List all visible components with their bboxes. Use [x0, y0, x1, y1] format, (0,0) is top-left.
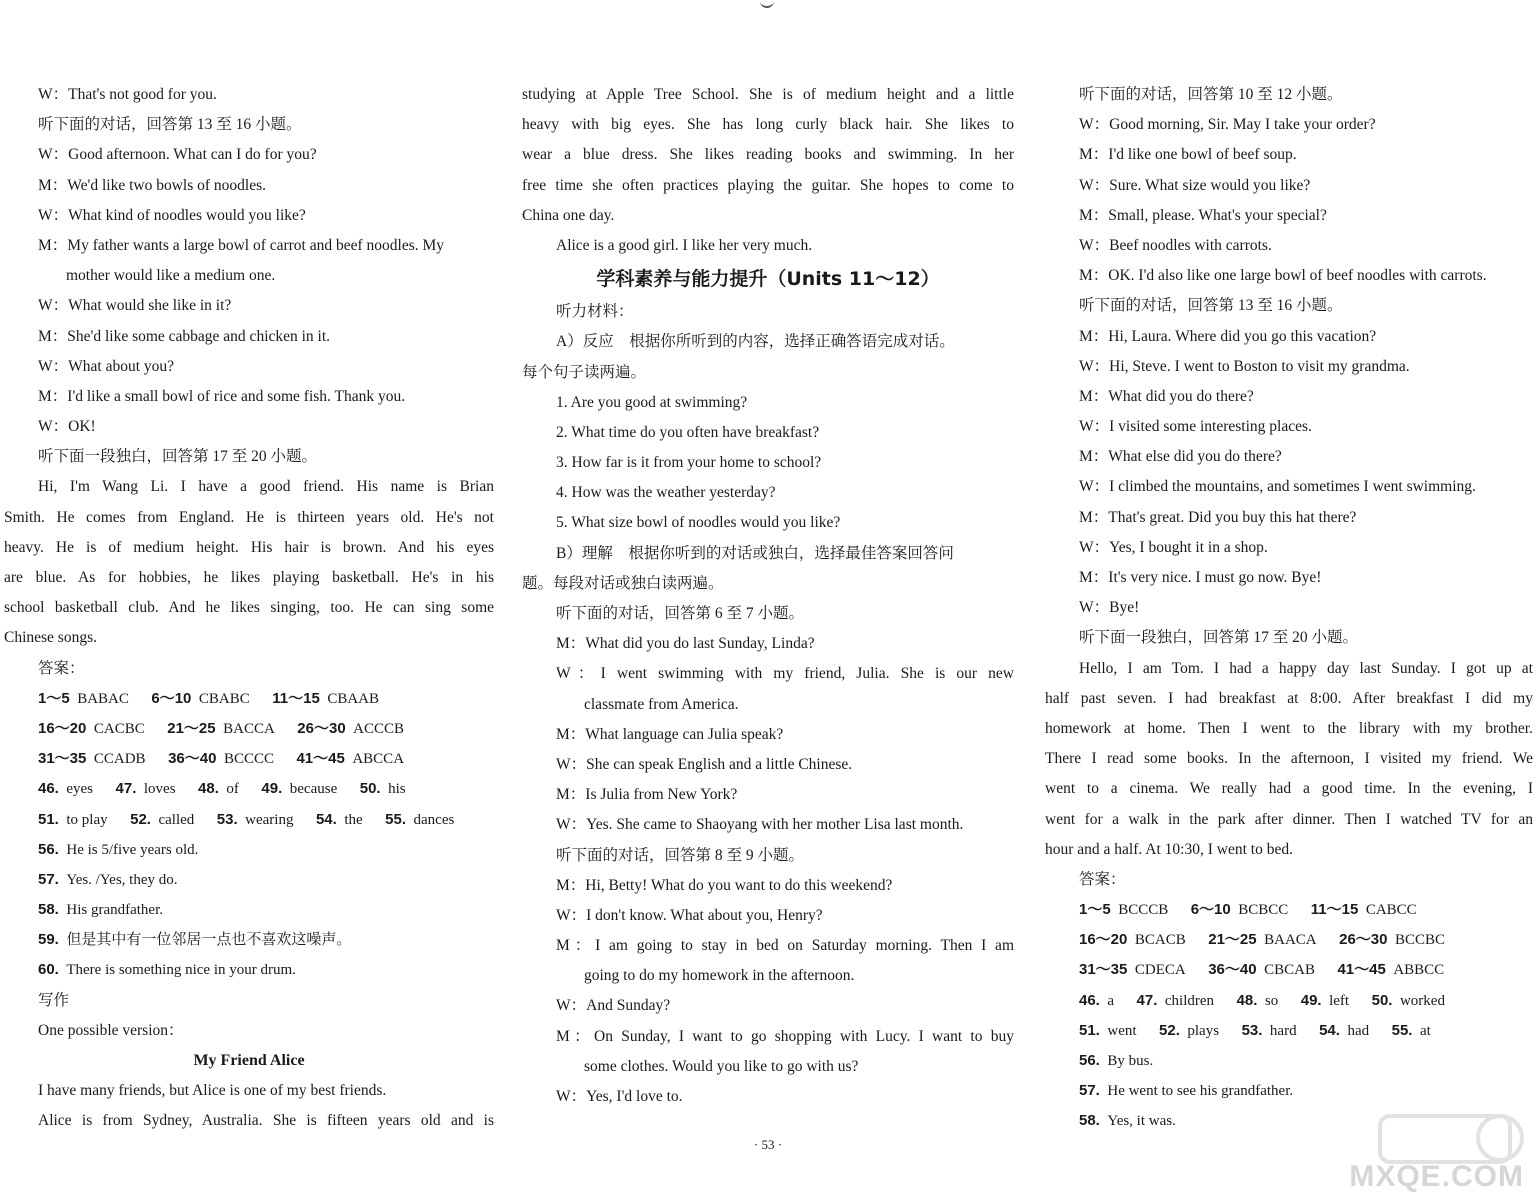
answer-number: 49. [1300, 991, 1322, 1009]
answer-value: BCCCB [1118, 902, 1169, 919]
text-line: M：She'd like some cabbage and chicken in it. [38, 327, 331, 345]
answer-number: 41～45 [1337, 961, 1386, 979]
text-line: M：What else did you do there? [1079, 448, 1282, 466]
text-line: W：What kind of noodles would you like? [38, 206, 306, 224]
text-line: 听下面一段独白，回答第 17 至 20 小题。 [1079, 629, 1359, 647]
text-line: M：That's great. Did you buy this hat there? [1079, 508, 1357, 526]
answer-number: 41～45 [296, 750, 345, 768]
answer-value: left [1329, 992, 1350, 1009]
answer-number: 50. [359, 780, 381, 798]
text-line: mother would like a medium one. [66, 267, 276, 285]
answer-number: 21～25 [167, 719, 216, 737]
answer-number: 58. [1079, 1112, 1100, 1130]
answer-number: 56. [1079, 1052, 1100, 1069]
answer-value: CBABC [198, 690, 250, 707]
text-line: M：We'd like two bowls of noodles. [38, 176, 266, 194]
text-line: W：Good afternoon. What can I do for you? [38, 146, 317, 164]
answer-row [4, 744, 494, 774]
answer-row [4, 865, 494, 895]
answer-row [4, 774, 494, 804]
answer-number: 54. [315, 810, 337, 828]
transcript-lines [4, 80, 494, 684]
text-line: 2. What time do you often have breakfast? [556, 423, 820, 441]
text-line: W：Beef noodles with carrots. [1079, 236, 1272, 254]
column-middle [522, 80, 1014, 1112]
answer-value: worked [1399, 992, 1445, 1009]
page-number: · 53 · [753, 1137, 783, 1152]
answer-number: 51. [38, 810, 59, 828]
text-line: Smith. He comes from England. He is thirteen years old. He's not [4, 508, 494, 526]
answer-row [4, 714, 494, 744]
text-line: W：And Sunday? [556, 997, 671, 1015]
text-line: W：OK! [38, 418, 96, 436]
answer-number: 46. [38, 780, 59, 798]
text-line: W：I went swimming with my friend, Julia. She is our new [556, 665, 1014, 683]
answer-number: 46. [1079, 991, 1100, 1009]
answer-number: 6～10 [151, 689, 192, 707]
text-line: half past seven. I had breakfast at 8:00. After breakfast I did my [1045, 689, 1533, 707]
watermark-logo [1349, 1108, 1530, 1198]
text-line: W：Good morning, Sir. May I take your order? [1079, 116, 1376, 134]
answer-row [1045, 955, 1533, 985]
answer-value: BCCBC [1395, 932, 1446, 949]
answer-number: 31～35 [1079, 961, 1128, 979]
text-line: W：What would she like in it? [38, 297, 232, 315]
listening-material [522, 297, 1014, 1112]
answer-number: 48. [1236, 991, 1258, 1009]
answer-value: eyes [66, 781, 94, 798]
answer-row [4, 895, 494, 925]
text-line: Alice is a good girl. I like her very much. [556, 236, 813, 254]
text-line: W：Yes, I bought it in a shop. [1079, 538, 1268, 556]
text-line: 每个句子读两遍。 [522, 363, 647, 381]
answer-row [1045, 895, 1533, 925]
text-line: W：I climbed the mountains, and sometimes I went swimming. [1079, 478, 1476, 496]
answer-value: CBAAB [327, 690, 379, 707]
answer-value: a [1107, 992, 1115, 1009]
text-line: heavy with big eyes. She has long curly black hair. She likes to [522, 116, 1014, 134]
answer-number: 1～5 [38, 689, 70, 707]
answer-row [1045, 1016, 1533, 1046]
essay-title: My Friend Alice [193, 1052, 305, 1069]
column-left [4, 80, 494, 1137]
answer-value: because [289, 781, 338, 798]
answer-number: 50. [1371, 991, 1393, 1009]
answer-number: 36～40 [168, 750, 217, 768]
top-scan-mark [760, 0, 774, 8]
answer-value: 但是其中有一位邻居一点也不喜欢这噪声。 [66, 932, 352, 949]
writing-label: 写作 [38, 991, 70, 1009]
text-line: W：Sure. What size would you like? [1079, 176, 1311, 194]
answer-value: children [1164, 992, 1215, 1009]
answer-number: 16～20 [1079, 931, 1128, 949]
answer-number: 60. [38, 961, 59, 979]
essay-continued [522, 80, 1014, 261]
text-line: There I read some books. In the afternoon, I visited my friend. We [1045, 750, 1533, 768]
text-line: Hi, I'm Wang Li. I have a good friend. His name is Brian [38, 478, 494, 496]
answer-value: plays [1187, 1022, 1220, 1039]
answer-value: the [344, 811, 363, 828]
answer-value: CACBC [93, 720, 145, 737]
answer-number: 49. [261, 780, 283, 798]
text-line: heavy. He is of medium height. His hair is brown. And his eyes [4, 538, 494, 556]
answer-value: ABBCC [1393, 962, 1445, 979]
text-line: M：What did you do there? [1079, 387, 1254, 405]
text-line: M：What did you do last Sunday, Linda? [556, 635, 815, 653]
text-line: 听下面的对话，回答第 13 至 16 小题。 [1079, 297, 1343, 315]
answer-number: 55. [1391, 1021, 1413, 1039]
column-right [1045, 80, 1533, 1137]
answer-number: 52. [1159, 1021, 1180, 1039]
text-line: hour and a half. At 10:30, I went to bed. [1045, 840, 1293, 858]
text-line: W：I visited some interesting places. [1079, 418, 1312, 436]
answer-number: 26～30 [297, 719, 346, 737]
answer-value: BCBCC [1238, 902, 1289, 919]
text-line: school basketball club. And he likes singing, too. He can sing some [4, 599, 494, 617]
text-line: going to do my homework in the afternoon. [584, 967, 855, 985]
text-line: M：OK. I'd also like one large bowl of beef noodles with carrots. [1079, 267, 1487, 285]
text-line: M：What language can Julia speak? [556, 725, 784, 743]
answer-row [4, 684, 494, 714]
text-line: Alice is from Sydney, Australia. She is fifteen years old and is [38, 1112, 494, 1130]
answer-number: 48. [198, 780, 219, 798]
answer-number: 51. [1079, 1021, 1100, 1039]
answer-value: He is 5/five years old. [66, 841, 199, 858]
answer-number: 11～15 [1310, 901, 1359, 919]
text-line: W：Hi, Steve. I went to Boston to visit my grandma. [1079, 357, 1410, 375]
answer-value: of [226, 781, 239, 798]
answer-value: BCACB [1134, 932, 1186, 949]
answer-row [1045, 1076, 1533, 1106]
answer-value: at [1419, 1022, 1431, 1039]
text-line: Chinese songs. [4, 629, 97, 647]
answer-value: He went to see his grandfather. [1107, 1083, 1294, 1100]
answer-value: loves [143, 781, 176, 798]
text-line: 听下面的对话，回答第 13 至 16 小题。 [38, 116, 302, 134]
text-line: W：What about you? [38, 357, 175, 375]
answer-value: CCADB [93, 751, 146, 768]
answer-value: CDECA [1134, 962, 1186, 979]
answer-number: 47. [1136, 991, 1158, 1009]
answer-key [4, 684, 494, 986]
text-line: 答案： [1079, 870, 1126, 888]
text-line: W：That's not good for you. [38, 86, 217, 103]
answer-number: 11～15 [272, 689, 320, 707]
text-line: M：Hi, Betty! What do you want to do this weekend? [556, 876, 893, 894]
essay-body [4, 1076, 494, 1136]
text-line: M：Small, please. What's your special? [1079, 206, 1327, 224]
text-line: W：Bye! [1079, 599, 1140, 617]
answer-value: hard [1269, 1022, 1297, 1039]
answer-value: By bus. [1107, 1053, 1154, 1069]
answer-row [1045, 986, 1533, 1016]
text-line: 听力材料： [556, 303, 634, 321]
text-line: M：I am going to stay in bed on Saturday morning. Then I am [556, 937, 1014, 955]
text-line: 1. Are you good at swimming? [556, 393, 748, 411]
answer-row [1045, 925, 1533, 955]
text-line: 4. How was the weather yesterday? [556, 484, 776, 502]
text-line: M：On Sunday, I want to go shopping with Lucy. I want to buy [556, 1027, 1014, 1045]
answer-number: 31～35 [38, 750, 87, 768]
answer-value: went [1107, 1022, 1137, 1039]
answer-value: BCCCC [223, 751, 274, 768]
answer-value: had [1347, 1022, 1370, 1039]
answer-value: wearing [245, 811, 294, 828]
text-line: W：I don't know. What about you, Henry? [556, 906, 823, 924]
version-label: One possible version： [38, 1021, 184, 1039]
text-line: went to a cinema. We really had a good time. In the evening, I [1045, 780, 1533, 798]
answer-value: ABCCA [352, 751, 405, 768]
text-line: 听下面一段独白，回答第 17 至 20 小题。 [38, 448, 318, 466]
text-line: M：My father wants a large bowl of carrot and beef noodles. My [38, 236, 445, 254]
answer-value: CABCC [1365, 902, 1417, 919]
answer-number: 58. [38, 901, 59, 919]
text-line: homework at home. Then I went to the library with my brother. [1045, 719, 1533, 737]
answer-number: 16～20 [38, 719, 87, 737]
answer-number: 53. [1241, 1021, 1263, 1039]
answer-value: BAACA [1264, 932, 1317, 949]
text-line: are blue. As for hobbies, he likes playing basketball. He's in his [4, 569, 494, 586]
answer-row [4, 805, 494, 835]
answer-number: 55. [385, 810, 406, 828]
section-title: 学科素养与能力提升（Units 11～12） [596, 268, 940, 291]
text-line: studying at Apple Tree School. She is of medium height and a little [522, 86, 1014, 103]
watermark-text: MXQE.COM [1349, 1160, 1524, 1193]
answer-row [4, 955, 494, 985]
answer-number: 6～10 [1190, 901, 1231, 919]
answer-value: dances [413, 811, 455, 828]
text-line: M：Hi, Laura. Where did you go this vacation? [1079, 327, 1377, 345]
text-line: 答案： [38, 659, 85, 677]
text-line: 听下面的对话，回答第 6 至 7 小题。 [556, 605, 805, 622]
answer-number: 54. [1319, 1021, 1340, 1039]
text-line: Hello, I am Tom. I had a happy day last Sunday. I got up at [1079, 659, 1533, 677]
text-line: wear a blue dress. She likes reading books and swimming. In her [522, 146, 1014, 164]
text-line: M：I'd like a small bowl of rice and some fish. Thank you. [38, 387, 406, 405]
text-line: B）理解 根据你听到的对话或独白，选择最佳答案回答问 [556, 544, 954, 562]
text-line: 5. What size bowl of noodles would you like? [556, 514, 841, 532]
answer-row [1045, 1046, 1533, 1076]
text-line: M：It's very nice. I must go now. Bye! [1079, 569, 1322, 586]
answer-number: 47. [115, 780, 137, 798]
answer-number: 57. [1079, 1082, 1100, 1100]
answer-key [1045, 895, 1533, 1137]
text-line: free time she often practices playing the guitar. She hopes to come to [522, 176, 1014, 194]
answer-value: called [158, 811, 195, 828]
text-line: 题。每段对话或独白读两遍。 [522, 574, 724, 592]
answer-value: BACCA [223, 720, 275, 737]
text-line: China one day. [522, 206, 615, 224]
text-line: W：Yes, I'd love to. [556, 1088, 683, 1105]
text-line: went for a walk in the park after dinner. Then I watched TV for an [1045, 810, 1533, 828]
text-line: M：Is Julia from New York? [556, 786, 738, 804]
answer-value: so [1264, 992, 1279, 1009]
text-line: 3. How far is it from your home to school? [556, 454, 822, 472]
answer-value: to play [66, 811, 108, 828]
answer-number: 52. [130, 810, 151, 828]
text-line: I have many friends, but Alice is one of my best friends. [38, 1082, 387, 1100]
text-line: classmate from America. [584, 695, 739, 713]
text-line: W：Yes. She came to Shaoyang with her mother Lisa last month. [556, 816, 964, 834]
answer-number: 21～25 [1208, 931, 1257, 949]
answer-row [4, 925, 494, 955]
answer-number: 53. [216, 810, 238, 828]
answer-number: 56. [38, 840, 59, 858]
answer-value: his [388, 781, 406, 798]
answer-number: 26～30 [1339, 931, 1388, 949]
answer-value: ACCCB [353, 720, 405, 737]
answer-value: There is something nice in your drum. [66, 962, 296, 979]
answer-value: His grandfather. [66, 902, 163, 919]
answer-value: CBCAB [1264, 962, 1315, 979]
answer-value: Yes, it was. [1107, 1113, 1176, 1130]
answer-value: BABAC [77, 690, 129, 707]
text-line: 听下面的对话，回答第 8 至 9 小题。 [556, 846, 805, 864]
answer-row [4, 835, 494, 865]
text-line: 听下面的对话，回答第 10 至 12 小题。 [1079, 86, 1343, 103]
answer-number: 36～40 [1208, 961, 1257, 979]
text-line: W：She can speak English and a little Chinese. [556, 755, 853, 773]
transcript-lines [1045, 80, 1533, 895]
text-line: some clothes. Would you like to go with us? [584, 1057, 859, 1075]
text-line: M：I'd like one bowl of beef soup. [1079, 146, 1297, 164]
answer-number: 59. [38, 931, 59, 949]
answer-value: Yes. /Yes, they do. [66, 871, 178, 888]
answer-number: 57. [38, 870, 59, 888]
text-line: A）反应 根据你所听到的内容，选择正确答语完成对话。 [556, 333, 955, 351]
answer-number: 1～5 [1079, 901, 1111, 919]
